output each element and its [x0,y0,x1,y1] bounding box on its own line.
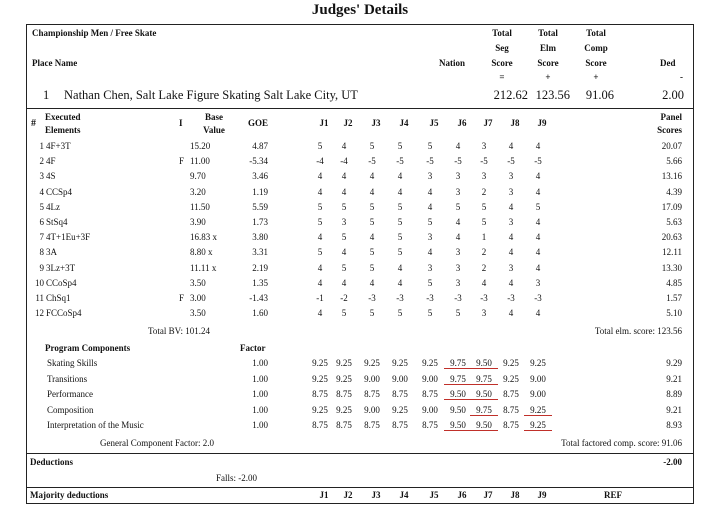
element-base-value: 9.70 [190,171,206,181]
skater-total-elm: 123.56 [535,88,570,102]
majority-judge-5: J5 [429,490,439,500]
element-goe: -5.34 [249,156,268,166]
element-panel-score: 12.11 [662,247,682,257]
element-judge-score: 3 [481,141,487,151]
element-judge-score: 4 [369,187,375,197]
component-name: Performance [47,389,93,399]
element-judge-score: 3 [427,263,433,273]
plus-symbol-elm: + [545,72,551,82]
element-panel-score: 17.09 [661,202,682,212]
component-judge-score: 9.25 [336,374,352,384]
element-judge-score: 5 [369,202,375,212]
component-judge-score: 9.00 [530,374,546,384]
factor-header: Factor [240,343,266,353]
element-judge-score: -4 [316,156,324,166]
element-base-value: 8.80 x [190,247,213,257]
component-judge-score: 8.75 [392,389,408,399]
element-judge-score: -3 [368,293,376,303]
component-judge-score: 8.75 [336,420,352,430]
majority-judge-7: J7 [483,490,493,500]
element-judge-score: -3 [534,293,542,303]
element-judge-score: 5 [481,202,487,212]
element-judge-score: 4 [535,217,541,227]
element-judge-score: -3 [396,293,404,303]
element-goe: 1.35 [252,278,268,288]
element-judge-score: -5 [534,156,542,166]
element-panel-score: 1.57 [666,293,682,303]
component-judge-score: 9.00 [422,374,438,384]
component-judge-score: 9.25 [392,405,408,415]
element-judge-score: 5 [397,247,403,257]
element-judge-score: -5 [368,156,376,166]
majority-judge-6: J6 [457,490,467,500]
element-judge-score: 3 [427,171,433,181]
element-judge-score: 3 [427,232,433,242]
component-judge-score: 9.50 [444,389,472,400]
element-panel-score: 20.63 [661,232,682,242]
element-judge-score: 5 [369,247,375,257]
element-name: 3A [46,247,57,257]
element-base-value: 11.11 x [190,263,217,273]
element-judge-score: 3 [341,217,347,227]
element-name: 4S [46,171,56,181]
element-judge-score: 5 [455,202,461,212]
component-judge-score: 9.25 [312,374,328,384]
component-judge-score: 9.25 [503,374,519,384]
element-judge-score: 4 [455,232,461,242]
element-judge-score: 3 [508,263,514,273]
element-judge-score: 4 [535,171,541,181]
element-judge-score: 4 [535,263,541,273]
element-number: 7 [39,232,44,242]
element-judge-score: 3 [455,187,461,197]
element-judge-score: 4 [535,247,541,257]
component-judge-score: 9.25 [312,405,328,415]
element-judge-score: 4 [508,141,514,151]
component-factor: 1.00 [252,389,268,399]
component-judge-score: 8.75 [364,389,380,399]
component-judge-score: 9.75 [444,358,472,369]
element-judge-score: 5 [397,202,403,212]
element-name: 4F+3T [46,141,71,151]
element-judge-score: 5 [427,217,433,227]
element-judge-score: 4 [481,278,487,288]
element-judge-score: 5 [317,217,323,227]
component-judge-score: 8.75 [503,420,519,430]
component-judge-score: 8.75 [312,420,328,430]
element-judge-score: 1 [481,232,487,242]
element-judge-score: 4 [535,232,541,242]
element-name: StSq4 [46,217,68,227]
total-seg-header-2: Seg [495,43,509,53]
divider-deductions [26,453,694,454]
skater-total-seg: 212.62 [493,88,528,102]
element-judge-score: 4 [508,232,514,242]
element-name: CCoSp4 [46,278,77,288]
element-number: 4 [39,187,44,197]
skater-total-comp: 91.06 [585,88,614,102]
component-judge-score: 8.75 [503,389,519,399]
element-judge-score: 5 [317,141,323,151]
minus-symbol: - [680,72,683,82]
component-judge-score: 9.25 [392,358,408,368]
element-judge-score: 4 [427,247,433,257]
element-goe: 3.80 [252,232,268,242]
element-judge-score: 5 [455,308,461,318]
judge-header-2: J2 [343,118,353,128]
element-base-value: 3.20 [190,187,206,197]
skater-name: Nathan Chen, Salt Lake Figure Skating Salt Lake City, UT [64,88,358,102]
component-panel-score: 9.21 [666,405,682,415]
judge-header-7: J7 [483,118,493,128]
deductions-label: Deductions [30,457,74,467]
nation-header: Nation [439,58,466,68]
executed-header: Executed [45,112,81,122]
element-panel-score: 4.39 [666,187,682,197]
component-judge-score: 9.00 [364,405,380,415]
judge-header-9: J9 [537,118,547,128]
element-goe: 4.87 [252,141,268,151]
panel-header: Panel [660,112,682,122]
component-judge-score: 8.75 [364,420,380,430]
total-elm-score: Total elm. score: 123.56 [594,326,682,336]
element-info: F [179,156,185,166]
element-panel-score: 13.16 [661,171,682,181]
element-panel-score: 5.66 [666,156,682,166]
element-number: 2 [39,156,44,166]
element-name: 3Lz+3T [46,263,76,273]
base-header: Base [205,112,223,122]
element-number: 5 [39,202,44,212]
component-judge-score: 9.25 [364,358,380,368]
element-judge-score: 5 [341,308,347,318]
component-judge-score: 9.25 [524,420,552,431]
component-judge-score: 9.25 [422,358,438,368]
element-number: 3 [39,171,44,181]
element-judge-score: 2 [481,187,487,197]
skater-place: 1 [43,88,50,102]
component-panel-score: 8.89 [666,389,682,399]
element-judge-score: 4 [397,171,403,181]
total-bv: Total BV: 101.24 [148,326,210,336]
element-base-value: 3.90 [190,217,206,227]
element-judge-score: 4 [397,187,403,197]
element-judge-score: -3 [454,293,462,303]
element-panel-score: 20.07 [661,141,682,151]
goe-header: GOE [247,118,268,128]
element-panel-score: 4.85 [666,278,682,288]
judge-header-4: J4 [399,118,409,128]
majority-judge-2: J2 [343,490,353,500]
element-judge-score: 5 [397,232,403,242]
element-judge-score: 2 [481,247,487,257]
equals-symbol: = [499,72,505,82]
skater-ded: 2.00 [662,88,684,102]
element-judge-score: 4 [427,202,433,212]
majority-judge-4: J4 [399,490,409,500]
element-judge-score: 5 [341,232,347,242]
element-judge-score: 4 [317,308,323,318]
element-judge-score: 5 [341,202,347,212]
element-judge-score: -4 [340,156,348,166]
element-judge-score: -5 [507,156,515,166]
element-goe: 3.46 [252,171,268,181]
total-elm-header-2: Elm [539,43,556,53]
element-base-value: 11.00 [190,156,210,166]
element-number: 8 [39,247,44,257]
element-goe: 1.73 [252,217,268,227]
element-judge-score: 4 [369,278,375,288]
element-panel-score: 5.63 [666,217,682,227]
element-goe: -1.43 [249,293,268,303]
element-judge-score: 5 [317,202,323,212]
element-judge-score: -2 [340,293,348,303]
component-factor: 1.00 [252,374,268,384]
element-base-value: 16.83 x [190,232,217,242]
element-judge-score: 4 [341,141,347,151]
element-judge-score: 3 [481,171,487,181]
majority-judge-3: J3 [371,490,381,500]
element-judge-score: -3 [480,293,488,303]
component-judge-score: 9.50 [470,420,498,431]
majority-judge-8: J8 [510,490,520,500]
element-judge-score: 5 [369,141,375,151]
element-judge-score: 4 [341,278,347,288]
element-judge-score: 4 [341,187,347,197]
element-judge-score: -3 [507,293,515,303]
element-judge-score: 5 [341,263,347,273]
component-judge-score: 9.50 [450,405,466,415]
component-name: Transitions [47,374,88,384]
element-judge-score: -5 [480,156,488,166]
element-judge-score: 3 [508,187,514,197]
element-name: 4T+1Eu+3F [46,232,91,242]
element-judge-score: 5 [369,308,375,318]
divider-majority [26,487,694,488]
element-judge-score: 5 [427,141,433,151]
element-judge-score: 4 [341,171,347,181]
element-base-value: 3.50 [190,278,206,288]
component-judge-score: 9.00 [422,405,438,415]
element-judge-score: 5 [369,263,375,273]
element-judge-score: 3 [508,171,514,181]
element-number: 9 [39,263,44,273]
component-judge-score: 9.50 [470,389,498,400]
component-panel-score: 9.29 [666,358,682,368]
element-judge-score: 4 [397,263,403,273]
element-judge-score: 4 [535,308,541,318]
component-judge-score: 9.25 [524,405,552,416]
element-name: 4Lz [46,202,60,212]
element-judge-score: 4 [508,278,514,288]
element-judge-score: 3 [481,308,487,318]
component-judge-score: 9.25 [503,358,519,368]
element-judge-score: 5 [397,308,403,318]
component-judge-score: 9.75 [470,405,498,416]
element-goe: 2.19 [252,263,268,273]
scores-header: Scores [657,125,682,135]
element-judge-score: 3 [455,247,461,257]
majority-label: Majority deductions [30,490,109,500]
element-judge-score: 4 [508,202,514,212]
element-judge-score: -5 [396,156,404,166]
component-judge-score: 9.00 [392,374,408,384]
component-judge-score: 9.00 [364,374,380,384]
total-seg-header-3: Score [491,58,513,68]
judge-header-1: J1 [319,118,329,128]
element-judge-score: 4 [341,247,347,257]
component-judge-score: 9.25 [312,358,328,368]
element-judge-score: 5 [397,141,403,151]
element-judge-score: 4 [508,308,514,318]
element-judge-score: 4 [397,278,403,288]
component-panel-score: 8.93 [666,420,682,430]
total-seg-header-1: Total [492,28,512,38]
element-judge-score: 5 [317,247,323,257]
total-comp-header-2: Comp [584,43,608,53]
component-judge-score: 9.25 [336,405,352,415]
element-judge-score: 4 [535,187,541,197]
component-judge-score: 9.50 [444,420,472,431]
element-judge-score: 3 [455,171,461,181]
element-judge-score: -5 [426,156,434,166]
element-judge-score: 4 [317,232,323,242]
element-goe: 1.19 [252,187,268,197]
component-factor: 1.00 [252,420,268,430]
divider-skater [26,108,694,109]
total-comp-header-3: Score [585,58,607,68]
element-base-value: 15.20 [190,141,211,151]
judge-header-5: J5 [429,118,439,128]
component-judge-score: 9.25 [336,358,352,368]
value-header: Value [203,125,225,135]
component-judge-score: 8.75 [503,405,519,415]
element-judge-score: 5 [369,217,375,227]
element-base-value: 3.50 [190,308,206,318]
place-name-header: Place Name [32,58,78,68]
element-judge-score: 4 [535,141,541,151]
element-judge-score: -5 [454,156,462,166]
program-components-header: Program Components [45,343,131,353]
component-judge-score: 8.75 [422,420,438,430]
element-name: 4F [46,156,56,166]
element-judge-score: -3 [426,293,434,303]
plus-symbol-comp: + [593,72,599,82]
element-base-value: 11.50 [190,202,210,212]
element-panel-score: 5.10 [666,308,682,318]
info-header: I [179,118,183,128]
element-name: FCCoSp4 [46,308,82,318]
element-judge-score: 5 [397,217,403,227]
element-name: ChSq1 [46,293,71,303]
component-judge-score: 8.75 [336,389,352,399]
component-judge-score: 9.00 [530,389,546,399]
page-title: Judges' Details [311,2,409,18]
falls: Falls: -2.00 [216,473,258,483]
element-number: 1 [39,141,44,151]
event-name: Championship Men / Free Skate [32,28,157,38]
total-comp-header-1: Total [586,28,606,38]
majority-judge-1: J1 [319,490,329,500]
hash-header: # [31,118,36,129]
judge-header-6: J6 [457,118,467,128]
element-panel-score: 13.30 [661,263,682,273]
element-judge-score: 3 [455,263,461,273]
element-judge-score: 4 [427,187,433,197]
element-base-value: 3.00 [190,293,206,303]
total-elm-header-3: Score [537,58,559,68]
element-name: CCSp4 [46,187,73,197]
component-judge-score: 8.75 [312,389,328,399]
total-comp-score: Total factored comp. score: 91.06 [561,438,682,448]
component-judge-score: 9.25 [530,358,546,368]
component-name: Interpretation of the Music [47,420,144,430]
element-judge-score: 5 [427,278,433,288]
element-judge-score: 5 [427,308,433,318]
component-judge-score: 9.75 [470,374,498,385]
element-judge-score: 4 [369,171,375,181]
total-elm-header-1: Total [538,28,558,38]
element-judge-score: 4 [455,141,461,151]
component-name: Skating Skills [47,358,98,368]
component-name: Composition [47,405,94,415]
majority-judge-9: J9 [537,490,547,500]
component-judge-score: 8.75 [422,389,438,399]
element-judge-score: 4 [317,187,323,197]
element-judge-score: 3 [508,217,514,227]
element-judge-score: 4 [508,247,514,257]
element-number: 10 [35,278,44,288]
element-judge-score: 5 [481,217,487,227]
element-judge-score: 5 [535,202,541,212]
element-info: F [179,293,185,303]
element-judge-score: 4 [455,217,461,227]
element-goe: 1.60 [252,308,268,318]
element-goe: 5.59 [252,202,268,212]
element-judge-score: 4 [317,171,323,181]
component-panel-score: 9.21 [666,374,682,384]
component-factor: 1.00 [252,358,268,368]
element-judge-score: 4 [317,278,323,288]
ded-header: Ded [660,58,676,68]
majority-ref: REF [604,490,622,500]
judge-header-3: J3 [371,118,381,128]
element-judge-score: 3 [455,278,461,288]
component-factor: 1.00 [252,405,268,415]
element-judge-score: 4 [317,263,323,273]
element-number: 11 [35,293,44,303]
element-judge-score: -1 [316,293,324,303]
element-number: 12 [35,308,44,318]
element-judge-score: 3 [535,278,541,288]
deductions-value: -2.00 [663,457,682,467]
element-judge-score: 4 [369,232,375,242]
component-judge-score: 8.75 [392,420,408,430]
judge-header-8: J8 [510,118,520,128]
component-judge-score: 9.50 [470,358,498,369]
element-judge-score: 2 [481,263,487,273]
elements-header: Elements [45,125,81,135]
element-goe: 3.31 [252,247,268,257]
component-judge-score: 9.75 [444,374,472,385]
element-number: 6 [39,217,44,227]
general-component-factor: General Component Factor: 2.0 [100,438,214,448]
